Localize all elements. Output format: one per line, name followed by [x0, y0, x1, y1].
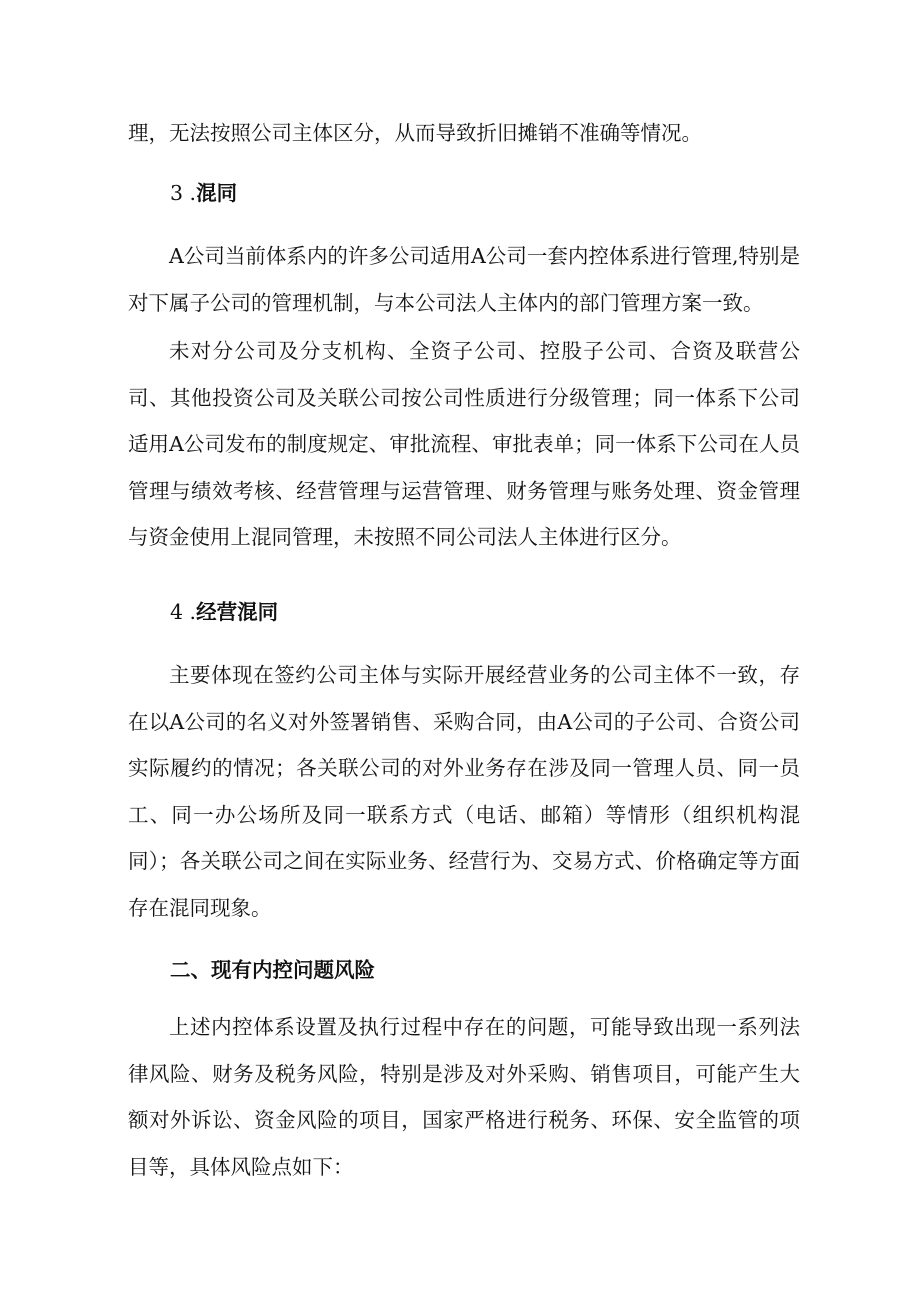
- paragraph-hierarchical-management: 未对分公司及分支机构、全资子公司、控股子公司、合资及联营公司、其他投资公司及关联公司按公司性质进行分级管理；同一体系下公司适用A公司发布的制度规定、审批流程、审批表单；同一体系下公司在人员管理与绩效考核、经营管理与运营管理、财务管理与账务处理、资金管理与资金使用上混同管理，未按照不同公司法人主体进行区分。: [128, 339, 800, 549]
- heading-4-title: 经营混同: [196, 600, 279, 624]
- heading-3-number: 3 .: [170, 181, 197, 205]
- paragraph-internal-control-system: A公司当前体系内的许多公司适用A公司一套内控体系进行管理,特别是对下属子公司的管理机制，与本公司法人主体内的部门管理方案一致。: [128, 244, 800, 315]
- section-2-heading: 二、现有内控问题风险: [170, 958, 375, 982]
- paragraph-risk-overview: 上述内控体系设置及执行过程中存在的问题，可能导致出现一系列法律风险、财务及税务风险，特别是涉及对外采购、销售项目，可能产生大额对外诉讼、资金风险的项目，国家严格进行税务、环保、安全监管的项目等，具体风险点如下：: [128, 1015, 800, 1179]
- paragraph-operational-mixing: 主要体现在签约公司主体与实际开展经营业务的公司主体不一致，存在以A公司的名义对外签署销售、采购合同，由A公司的子公司、合资公司实际履约的情况；各关联公司的对外业务存在涉及同一管理人员、同一员工、同一办公场所及同一联系方式（电话、邮箱）等情形（组织机构混同）；各关联公司之间在实际业务、经营行为、交易方式、价格确定等方面存在混同现象。: [128, 663, 800, 920]
- paragraph-depreciation-continuation: 理，无法按照公司主体区分，从而导致折旧摊销不准确等情况。: [128, 121, 702, 145]
- heading-3-title: 混同: [196, 181, 238, 205]
- heading-3-mixing: [170, 178, 237, 208]
- heading-4-number: 4 .: [170, 600, 197, 624]
- heading-4-operational-mixing: [170, 597, 278, 627]
